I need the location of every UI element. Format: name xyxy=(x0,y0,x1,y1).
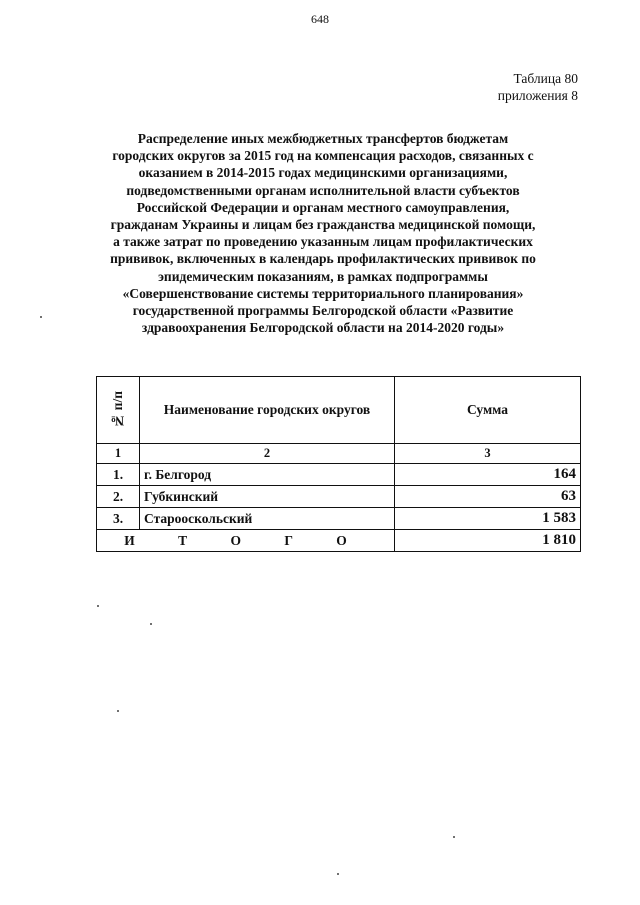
row-sum: 164 xyxy=(395,464,581,486)
title-line: оказанием в 2014-2015 годах медицинскими организациями, xyxy=(138,165,508,181)
table-header-row xyxy=(97,377,581,444)
title-line: а также затрат по проведению указанным лицам профилактических xyxy=(113,234,533,250)
scan-speck xyxy=(117,710,119,712)
column-number: 1 xyxy=(97,444,140,464)
row-num: 3. xyxy=(97,508,140,530)
title-line: городских округов за 2015 год на компенсация расходов, связанных с xyxy=(112,148,534,164)
title-line: эпидемическим показаниям, в рамках подпрограммы xyxy=(158,268,488,284)
title-line: Российской Федерации и органам местного самоуправления, xyxy=(136,199,510,215)
row-num: 1. xyxy=(97,464,140,486)
scan-speck xyxy=(453,836,455,838)
table-reference xyxy=(498,70,578,104)
total-row xyxy=(97,530,581,552)
table-row xyxy=(97,508,581,530)
title-line: прививок, включенных в календарь профилактических прививок по xyxy=(110,251,536,267)
column-number: 2 xyxy=(140,444,395,464)
page-number: 648 xyxy=(311,12,329,26)
appendix-reference-line: приложения 8 xyxy=(497,88,578,103)
scan-speck xyxy=(150,623,152,625)
total-sum: 1 810 xyxy=(395,530,581,552)
row-name: Старооскольский xyxy=(140,508,395,530)
row-sum: 1 583 xyxy=(395,508,581,530)
title-line: государственной программы Белгородской области «Развитие xyxy=(132,303,514,319)
document-title xyxy=(86,130,560,336)
row-name: Губкинский xyxy=(140,486,395,508)
scan-speck xyxy=(337,873,339,875)
row-sum: 63 xyxy=(395,486,581,508)
table-row xyxy=(97,486,581,508)
column-number-row xyxy=(97,444,581,464)
scan-speck xyxy=(40,316,42,318)
row-name: г. Белгород xyxy=(140,464,395,486)
title-line: здравоохранения Белгородской области на 2014-2020 годы» xyxy=(141,320,505,336)
table-row xyxy=(97,464,581,486)
column-number: 3 xyxy=(395,444,581,464)
header-num xyxy=(97,377,140,444)
title-line: подведомственными органам исполнительной власти субъектов xyxy=(126,182,520,198)
total-label: И Т О Г О xyxy=(97,530,395,552)
transfers-table xyxy=(96,376,581,552)
row-num: 2. xyxy=(97,486,140,508)
title-line: гражданам Украины и лицам без гражданства медицинской помощи, xyxy=(110,217,536,233)
title-line: «Совершенствование системы территориального планирования» xyxy=(122,285,524,301)
title-line: Распределение иных межбюджетных трансфертов бюджетам xyxy=(137,131,509,146)
table-reference-line: Таблица 80 xyxy=(513,71,578,86)
header-num-label: № п/п xyxy=(110,391,125,429)
header-name: Наименование городских округов xyxy=(140,377,395,444)
scan-speck xyxy=(97,605,99,607)
header-sum: Сумма xyxy=(395,377,581,444)
